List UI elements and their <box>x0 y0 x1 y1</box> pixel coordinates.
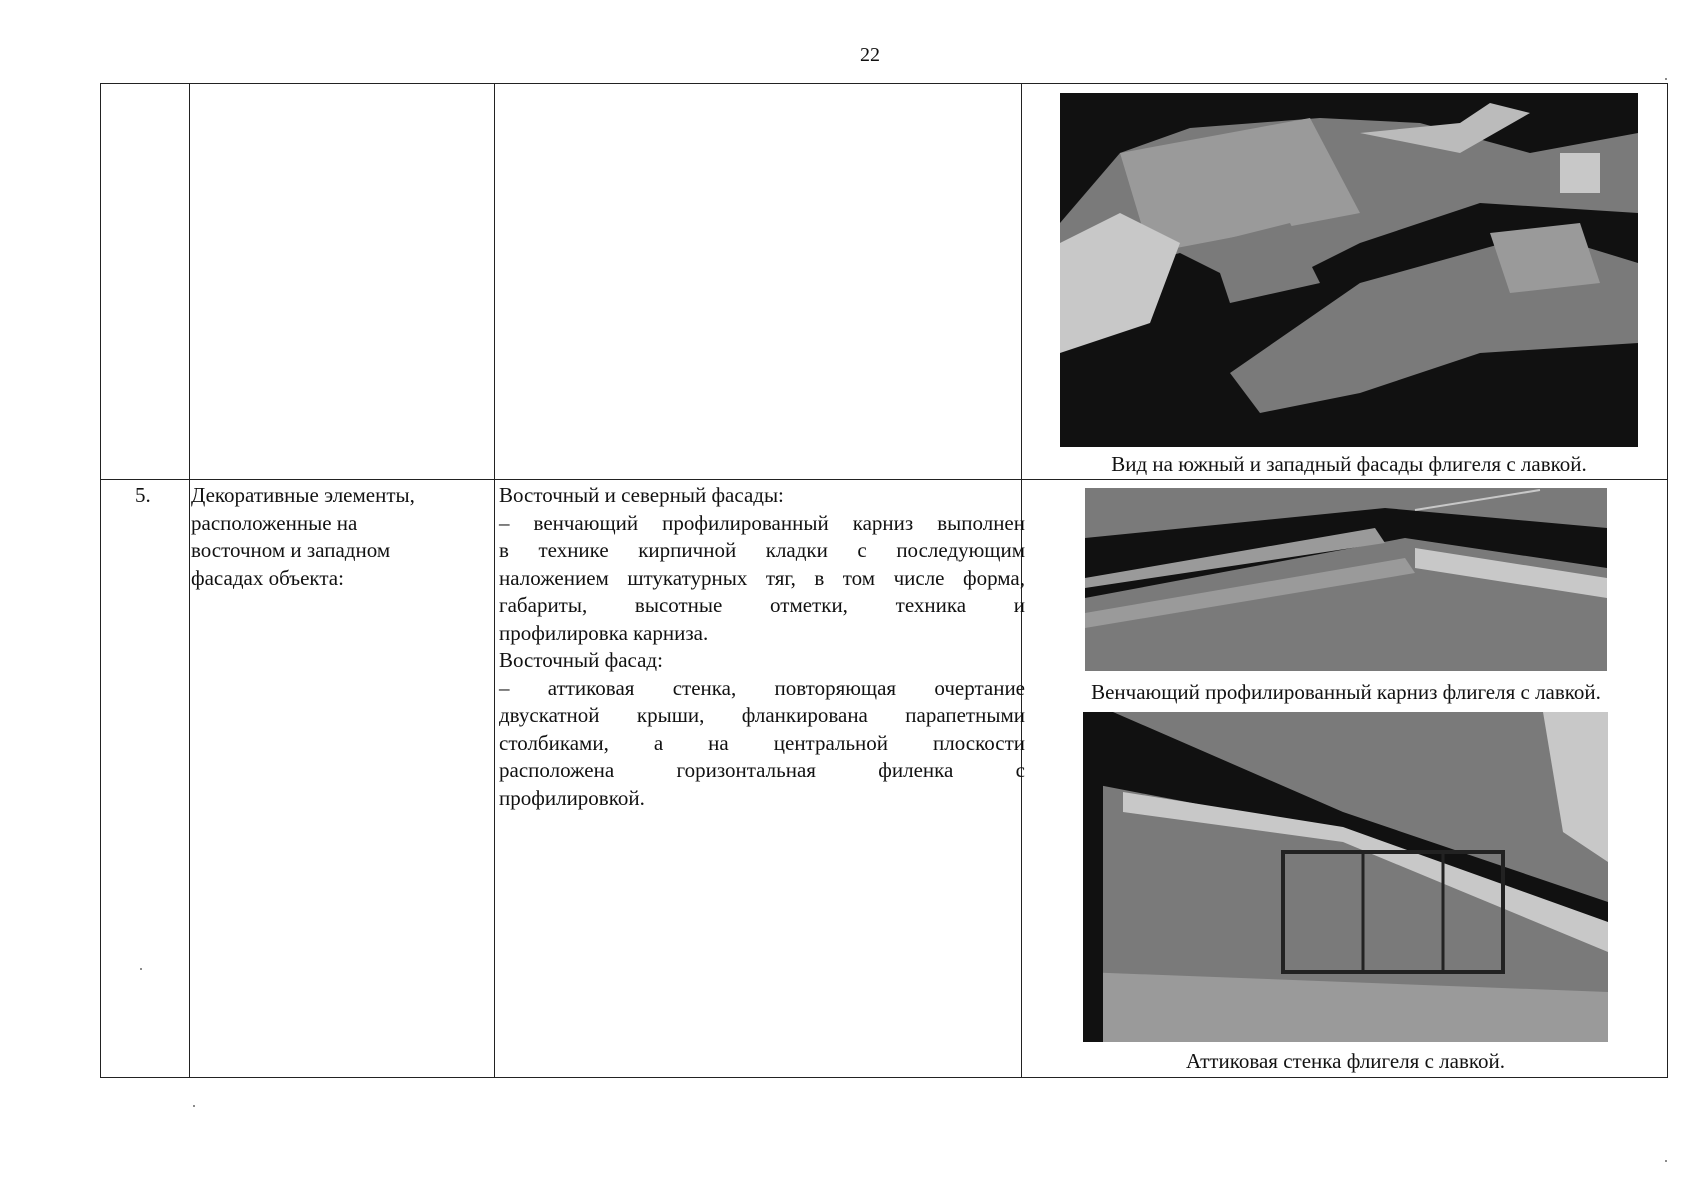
column-divider <box>189 84 190 1077</box>
element-description <box>499 482 1025 812</box>
scan-speck <box>1665 78 1667 80</box>
description-line: – аттиковая стенка, повторяющая очертание <box>499 675 1025 700</box>
photo-cornice <box>1085 488 1607 671</box>
element-name-line: Декоративные элементы, <box>191 483 415 507</box>
photo-image <box>1060 93 1638 447</box>
column-divider <box>494 84 495 1077</box>
description-line: наложением штукатурных тяг, в том числе форма, <box>499 565 1025 590</box>
scan-speck <box>140 968 142 970</box>
description-line: профилировка карниза. <box>499 620 709 645</box>
scan-speck <box>193 1105 195 1107</box>
description-line: профилировкой. <box>499 785 645 810</box>
photo-image <box>1083 712 1608 1042</box>
element-name-line: восточном и западном <box>191 538 391 562</box>
photo-image <box>1085 488 1607 671</box>
section-heading: Восточный и северный фасады: <box>499 483 784 507</box>
page-number: 22 <box>860 44 880 66</box>
section-heading: Восточный фасад: <box>499 648 663 672</box>
description-line: двускатной крыши, фланкирована парапетными <box>499 703 1025 727</box>
photo-attic-wall <box>1083 712 1608 1042</box>
element-name <box>191 482 481 592</box>
element-name-line: фасадах объекта: <box>191 565 344 590</box>
scan-speck <box>1665 1160 1667 1162</box>
description-line: габариты, высотные отметки, техника и <box>499 593 1025 617</box>
element-name-line: расположенные на <box>191 510 358 535</box>
photo-caption: Вид на южный и западный фасады флигеля с лавкой. <box>1111 452 1587 476</box>
description-line: расположена горизонтальная филенка с <box>499 758 1025 782</box>
description-line: – венчающий профилированный карниз выполнен <box>499 510 1025 535</box>
row-number: 5. <box>135 483 151 507</box>
photo-caption: Венчающий профилированный карниз флигеля с лавкой. <box>1091 680 1601 704</box>
row-divider <box>101 479 1667 480</box>
photo-south-west-facades <box>1060 93 1638 447</box>
description-line: в технике кирпичной кладки с последующим <box>499 538 1025 562</box>
description-line: столбиками, а на центральной плоскости <box>499 730 1025 755</box>
photo-caption: Аттиковая стенка флигеля с лавкой. <box>1186 1049 1505 1073</box>
